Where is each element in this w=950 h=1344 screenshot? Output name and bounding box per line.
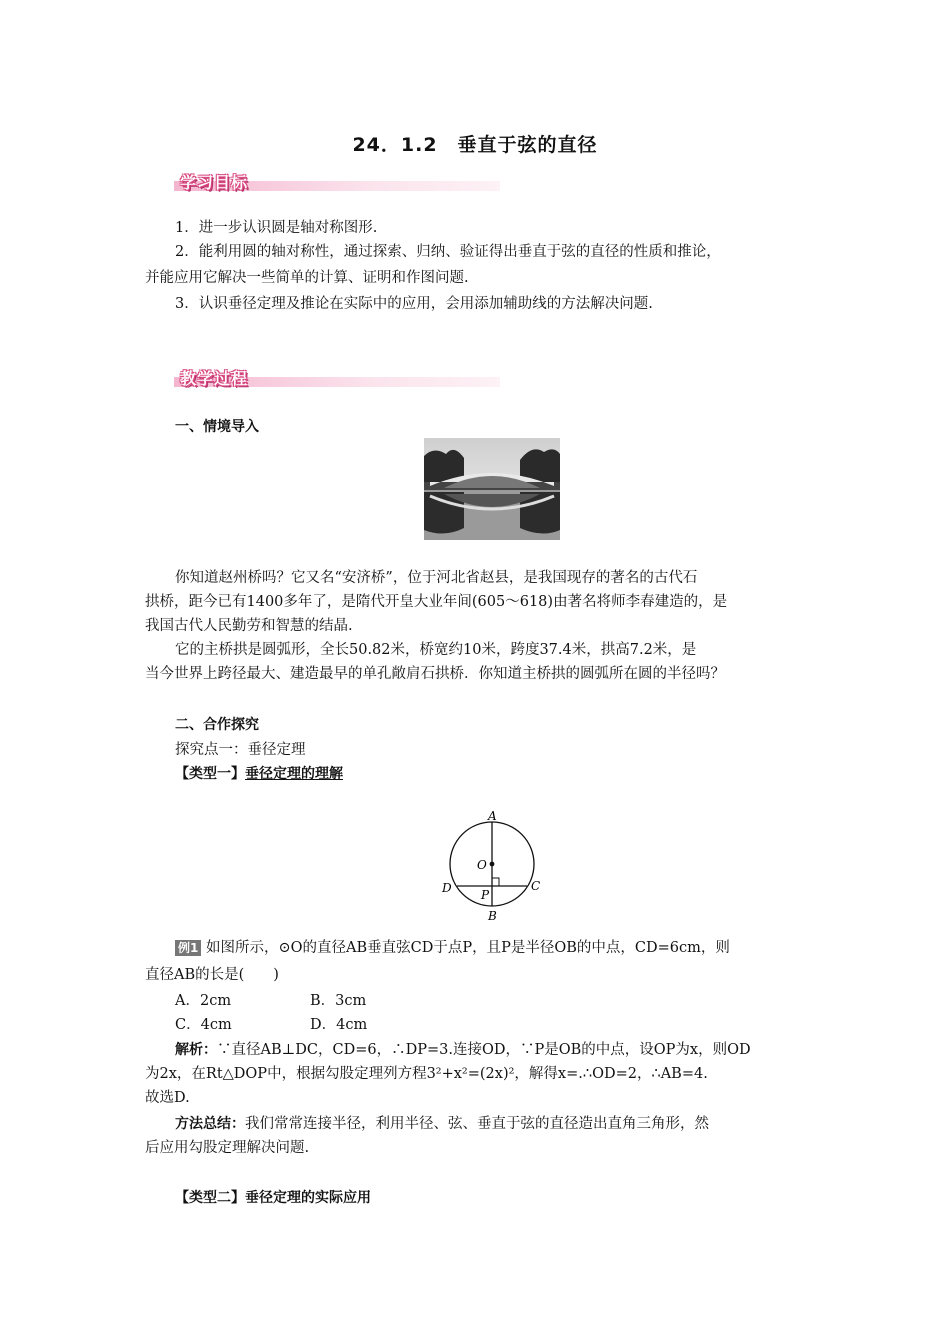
intro-para2-line1: 它的主桥拱是圆弧形，全长50.82米，桥宽约10米，跨度37.4米，拱高7.2米，是 — [175, 642, 697, 658]
goal-2-cont: 并能应用它解决一些简单的计算、证明和作图问题. — [145, 270, 469, 286]
goal-1: 1．进一步认识圆是轴对称图形. — [175, 220, 378, 236]
analysis-label: 解析： — [175, 1042, 217, 1058]
analysis-text-1: ∵直径AB⊥DC，CD=6，∴DP=3.连接OD，∵P是OB的中点，设OP为x，则OD — [217, 1042, 751, 1058]
summary-label: 方法总结： — [175, 1116, 245, 1132]
example-line1 — [175, 936, 730, 960]
label-d: D — [442, 881, 452, 895]
teaching-process-banner — [174, 368, 500, 390]
option-a: A．2cm — [175, 993, 232, 1009]
type2-heading: 【类型二】垂径定理的实际应用 — [175, 1190, 371, 1206]
label-b: B — [488, 909, 497, 923]
intro-para1-line3: 我国古代人民勤劳和智慧的结晶. — [145, 618, 353, 634]
type1-title: 垂径定理的理解 — [245, 766, 343, 782]
section-heading-intro: 一、情境导入 — [175, 419, 259, 435]
label-o: O — [477, 858, 487, 872]
section-heading-explore: 二、合作探究 — [175, 717, 259, 733]
analysis-line1 — [175, 1038, 751, 1062]
label-a: A — [488, 809, 497, 823]
page-title: 24．1.2 垂直于弦的直径 — [352, 134, 598, 156]
intro-para1-line1: 你知道赵州桥吗？它又名“安济桥”，位于河北省赵县，是我国现存的著名的古代石 — [175, 570, 698, 586]
option-c: C．4cm — [175, 1017, 232, 1033]
summary-line1 — [175, 1112, 709, 1136]
option-b: B．3cm — [310, 993, 367, 1009]
goal-3: 3．认识垂径定理及推论在实际中的应用，会用添加辅助线的方法解决问题. — [175, 296, 653, 312]
center-point-o — [490, 862, 495, 867]
intro-para1-line2: 拱桥，距今已有1400多年了，是隋代开皇大业年间(605～618)由著名将师李春建造的，是 — [145, 594, 728, 610]
learning-goals-banner — [174, 172, 500, 194]
explore-point-title: 探究点一：垂径定理 — [175, 742, 306, 758]
label-p: P — [481, 888, 490, 902]
analysis-line2: 为2x，在Rt△DOP中，根据勾股定理列方程3²+x²=(2x)²，解得x=.∴OD=2，∴AB=4. — [145, 1066, 708, 1082]
analysis-line3: 故选D. — [145, 1090, 190, 1106]
label-c: C — [531, 879, 541, 893]
right-angle-mark — [492, 878, 499, 886]
type1-heading — [175, 762, 343, 786]
intro-para2-line2: 当今世界上跨径最大、建造最早的单孔敞肩石拱桥．你知道主桥拱的圆弧所在圆的半径吗？ — [145, 666, 725, 682]
option-d: D．4cm — [310, 1017, 368, 1033]
banner-label: 教学过程 — [180, 369, 249, 388]
goal-2: 2．能利用圆的轴对称性，通过探索、归纳、验证得出垂直于弦的直径的性质和推论， — [175, 244, 721, 260]
zhaozhou-bridge-photo — [424, 438, 560, 540]
summary-line2: 后应用勾股定理解决问题. — [145, 1140, 310, 1156]
banner-label: 学习目标 — [180, 173, 249, 192]
type1-prefix: 【类型一】 — [175, 766, 245, 782]
example-line2: 直径AB的长是( ) — [145, 967, 279, 983]
example-tag: 例1 — [175, 940, 201, 956]
circle-diagram — [436, 806, 556, 926]
example-text-1: 如图所示，⊙O的直径AB垂直弦CD于点P，且P是半径OB的中点，CD=6cm，则 — [205, 940, 730, 956]
summary-text-1: 我们常常连接半径，利用半径、弦、垂直于弦的直径造出直角三角形，然 — [245, 1116, 709, 1132]
